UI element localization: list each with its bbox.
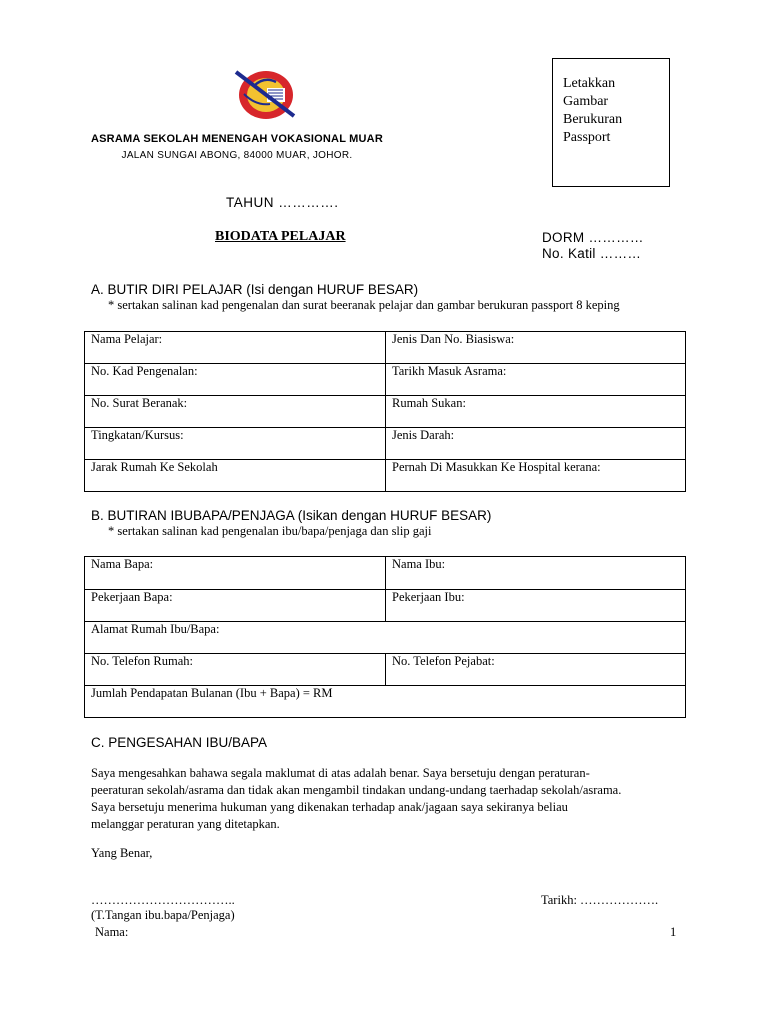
declaration-line: Saya bersetuju menerima hukuman yang dikenakan terhadap anak/jagaan saya sekiranya beliau: [91, 800, 568, 814]
office-phone-cell: No. Telefon Pejabat:: [386, 654, 686, 686]
section-b-title: B. BUTIRAN IBUBAPA/PENJAGA (Isikan dengan HURUF BESAR): [91, 508, 492, 523]
school-name: ASRAMA SEKOLAH MENENGAH VOKASIONAL MUAR: [91, 133, 383, 145]
section-b-note: * sertakan salinan kad pengenalan ibu/bapa/penjaga dan slip gaji: [108, 524, 432, 538]
mother-occupation-cell: Pekerjaan Ibu:: [386, 590, 686, 622]
declaration-paragraph: [91, 765, 691, 833]
school-address: JALAN SUNGAI ABONG, 84000 MUAR, JOHOR.: [121, 150, 353, 161]
bed-number-field: No. Katil ………: [542, 246, 642, 261]
year-field: TAHUN ………….: [226, 195, 339, 210]
hospital-history-cell: Pernah Di Masukkan Ke Hospital kerana:: [386, 460, 686, 492]
dorm-field: DORM …………: [542, 230, 644, 245]
student-details-table: [84, 331, 686, 492]
signature-label: (T.Tangan ibu.bapa/Penjaga): [91, 908, 235, 922]
table-row: [85, 364, 686, 396]
table-row: [85, 622, 686, 654]
table-row: [85, 396, 686, 428]
school-logo: [234, 64, 298, 124]
student-name-cell: Nama Pelajar:: [85, 332, 386, 364]
declaration-line: Saya mengesahkan bahawa segala maklumat di atas adalah benar. Saya bersetuju dengan peraturan-: [91, 766, 590, 780]
father-name-cell: Nama Bapa:: [85, 557, 386, 590]
sports-house-cell: Rumah Sukan:: [386, 396, 686, 428]
table-row: [85, 590, 686, 622]
home-address-cell: Alamat Rumah Ibu/Bapa:: [85, 622, 686, 654]
parent-details-table: [84, 556, 686, 718]
signature-line: ……………………………..: [91, 893, 235, 907]
date-field: Tarikh: ……………….: [541, 893, 659, 907]
table-row: [85, 332, 686, 364]
photo-box-line: Letakkan: [563, 76, 616, 91]
name-label: Nama:: [95, 925, 129, 939]
blood-type-cell: Jenis Darah:: [386, 428, 686, 460]
distance-cell: Jarak Rumah Ke Sekolah: [85, 460, 386, 492]
table-row: [85, 460, 686, 492]
photo-box-line: Berukuran: [563, 112, 623, 127]
scholarship-cell: Jenis Dan No. Biasiswa:: [386, 332, 686, 364]
ic-number-cell: No. Kad Pengenalan:: [85, 364, 386, 396]
declaration-line: melanggar peraturan yang ditetapkan.: [91, 817, 280, 831]
photo-box-line: Passport: [563, 130, 611, 145]
monthly-income-cell: Jumlah Pendapatan Bulanan (Ibu + Bapa) = RM: [85, 686, 686, 718]
section-a-note: * sertakan salinan kad pengenalan dan surat beeranak pelajar dan gambar berukuran passport 8 keping: [108, 298, 620, 312]
form-course-cell: Tingkatan/Kursus:: [85, 428, 386, 460]
closing-text: Yang Benar,: [91, 846, 153, 860]
passport-photo-box: [552, 58, 670, 187]
hostel-entry-date-cell: Tarikh Masuk Asrama:: [386, 364, 686, 396]
declaration-line: peeraturan sekolah/asrama dan tidak akan mengambil tindakan undang-undang taerhadap sekolah/asrama.: [91, 783, 622, 797]
home-phone-cell: No. Telefon Rumah:: [85, 654, 386, 686]
document-title: BIODATA PELAJAR: [215, 229, 346, 244]
birth-cert-cell: No. Surat Beranak:: [85, 396, 386, 428]
table-row: [85, 428, 686, 460]
photo-box-line: Gambar: [563, 94, 609, 109]
table-row: [85, 654, 686, 686]
table-row: [85, 686, 686, 718]
page-number: 1: [670, 925, 677, 939]
section-c-title: C. PENGESAHAN IBU/BAPA: [91, 735, 268, 750]
father-occupation-cell: Pekerjaan Bapa:: [85, 590, 386, 622]
mother-name-cell: Nama Ibu:: [386, 557, 686, 590]
section-a-title: A. BUTIR DIRI PELAJAR (Isi dengan HURUF BESAR): [91, 282, 419, 297]
table-row: [85, 557, 686, 590]
